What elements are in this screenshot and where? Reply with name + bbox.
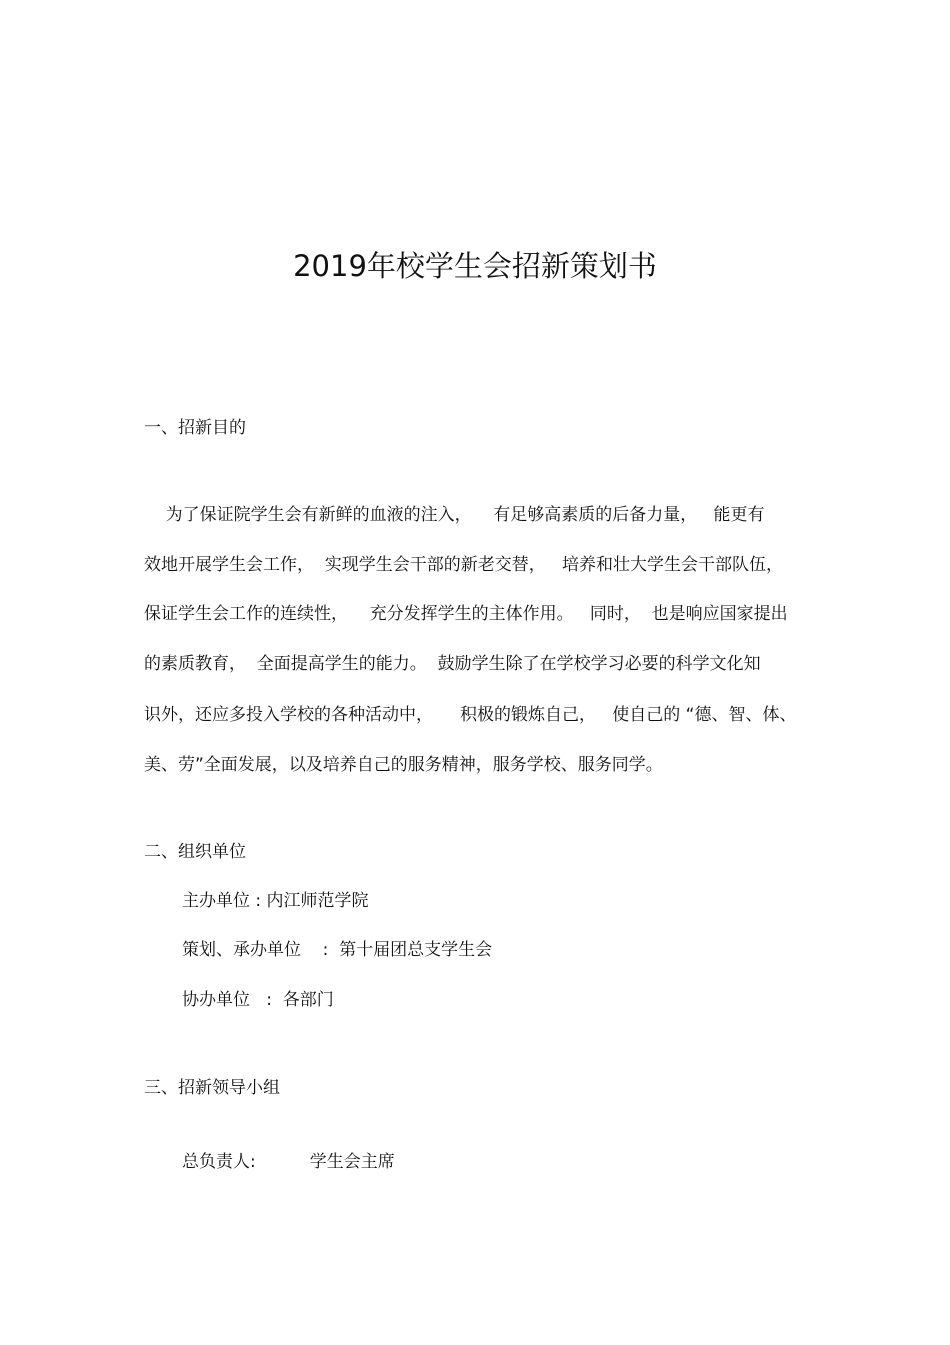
section-heading-leadership: 三、招新领导小组 — [144, 1078, 280, 1098]
paragraph-line: 美、劳”全面发展，以及培养自己的服务精神，服务学校、服务同学。 — [144, 755, 663, 775]
section-heading-purpose: 一、招新目的 — [144, 418, 246, 438]
paragraph-line: 效地开展学生会工作， 实现学生会干部的新老交替， 培养和壮大学生会干部队伍， — [144, 555, 784, 575]
co-organizer-item: 协办单位 : 各部门 — [182, 990, 334, 1010]
paragraph-line: 为了保证院学生会有新鲜的血液的注入， 有足够高素质的后备力量， 能更有 — [144, 505, 765, 525]
paragraph-line: 的素质教育， 全面提高学生的能力。 鼓励学生除了在学校学习必要的科学文化知 — [144, 654, 761, 674]
organizer-item: 主办单位 : 内江师范学院 — [182, 891, 369, 911]
planner-item: 策划、承办单位 : 第十届团总支学生会 — [182, 940, 493, 960]
leader-item: 总负责人: 学生会主席 — [182, 1152, 395, 1172]
paragraph-line: 保证学生会工作的连续性， 充分发挥学生的主体作用。 同时， 也是响应国家提出 — [144, 604, 788, 624]
section-heading-organization: 二、组织单位 — [144, 842, 246, 862]
paragraph-line: 识外，还应多投入学校的各种活动中， 积极的锻炼自己， 使自己的 “德、智、体、 — [144, 705, 797, 725]
document-title: 2019年校学生会招新策划书 — [293, 249, 657, 283]
